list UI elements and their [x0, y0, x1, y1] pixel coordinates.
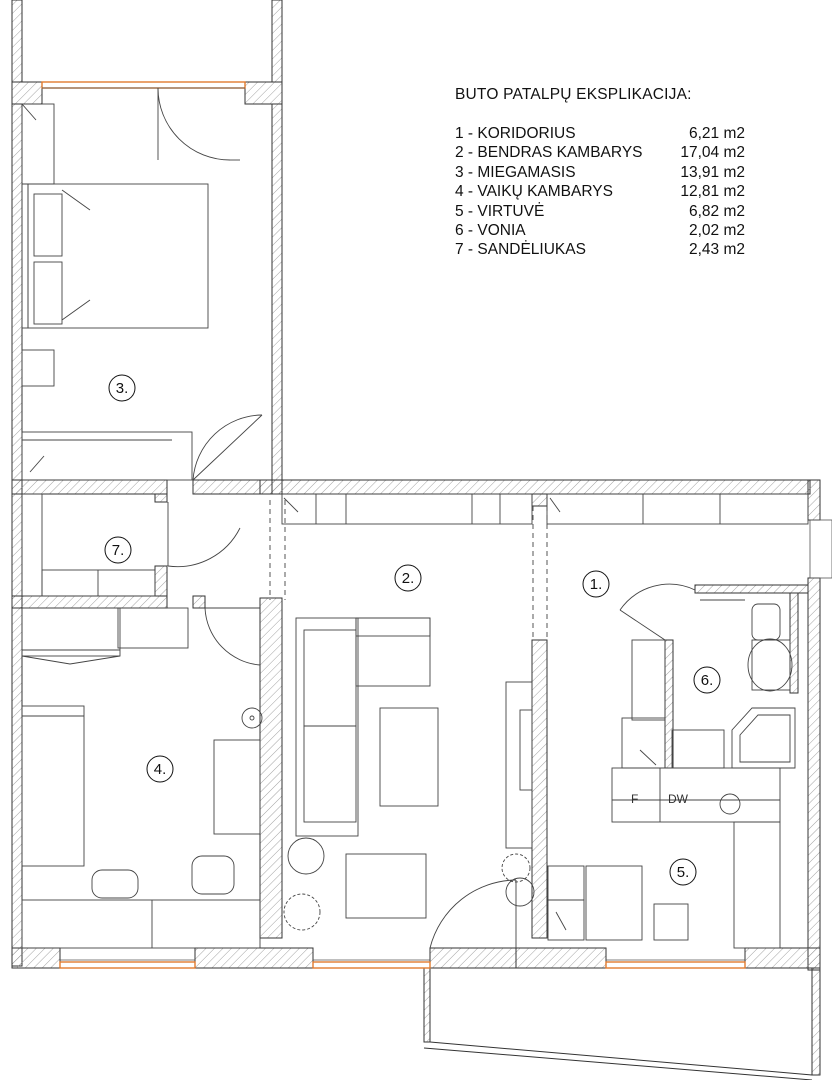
room-marker-6: 6. [700, 672, 714, 689]
legend-room-area: 17,04 m2 [680, 144, 745, 162]
room-marker-4: 4. [153, 761, 167, 778]
dishwasher-label: DW [668, 792, 688, 806]
legend-row [455, 143, 745, 162]
legend-room-area: 2,43 m2 [688, 241, 745, 259]
room-marker-5: 5. [676, 864, 690, 881]
room-legend [455, 86, 745, 260]
legend-row [455, 163, 745, 182]
room-marker-3: 3. [115, 380, 129, 397]
legend-room-label: 7 - SANDĖLIUKAS [455, 241, 586, 259]
legend-title: BUTO PATALPŲ EKSPLIKACIJA: [455, 86, 692, 103]
legend-row [455, 182, 745, 201]
room-marker-1: 1. [589, 576, 603, 593]
legend-row [455, 221, 745, 240]
fridge-label: F [631, 792, 639, 806]
legend-room-area: 13,91 m2 [680, 163, 745, 181]
legend-room-label: 5 - VIRTUVĖ [455, 202, 545, 220]
legend-room-label: 1 - KORIDORIUS [455, 125, 576, 142]
legend-room-label: 3 - MIEGAMASIS [455, 163, 576, 181]
legend-row [455, 124, 745, 143]
legend-room-area: 2,02 m2 [688, 221, 745, 239]
room-marker-7: 7. [111, 542, 125, 559]
room-markers [105, 375, 720, 885]
legend-room-label: 6 - VONIA [455, 221, 526, 239]
legend-row [455, 202, 745, 221]
legend-room-label: 2 - BENDRAS KAMBARYS [455, 144, 643, 162]
legend-row [455, 240, 745, 259]
legend-room-area: 12,81 m2 [680, 183, 745, 201]
balcony [424, 1042, 812, 1080]
legend-room-area: 6,21 m2 [688, 125, 745, 142]
room-marker-2: 2. [401, 570, 415, 587]
legend-room-label: 4 - VAIKŲ KAMBARYS [455, 183, 613, 201]
legend-room-area: 6,82 m2 [688, 202, 745, 220]
